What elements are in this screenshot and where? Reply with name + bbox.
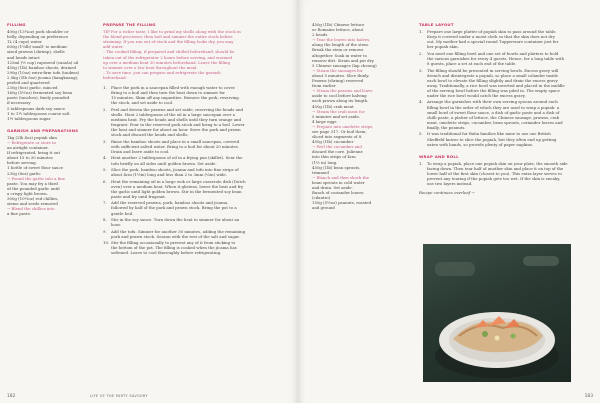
step-line: To wrap a popiah, place one popiah skin on your plate, the smooth side (427, 160, 568, 166)
step-text (427, 29, 558, 49)
garnish-line: 300g (10½oz) red chillies, (7, 196, 59, 201)
step-number: 6. (103, 178, 107, 184)
method-step (103, 240, 291, 255)
method-step (103, 139, 291, 154)
step-number: 8. (103, 217, 107, 223)
step-line: small bowl of sweet flour sauce, a dish of garlic paste and a dish of (427, 109, 560, 115)
method-step (103, 167, 291, 177)
garnish-line: → Steam the sausages for (312, 67, 363, 73)
step-text (111, 85, 239, 105)
garnish-line: 450g (1lb) bean sprouts, (312, 164, 361, 170)
right-page (298, 0, 600, 403)
step-text (111, 139, 239, 154)
step-number: 1. (103, 85, 107, 91)
page-number-left: 182 (7, 394, 16, 399)
step-line: oven) over a medium heat. When it glistens, lower the heat and fry (111, 183, 244, 189)
step-line: the heat and simmer for about an hour. Sieve the pork and prawn (111, 127, 241, 133)
step-line: eaten with hands, so provide plenty of paper napkins. (427, 141, 534, 147)
step-line: facing down. Then tear half of another skin and place it on top of the (427, 165, 564, 171)
step-line: Arrange the garnishes with their own serving spoons around each (427, 99, 558, 105)
step-text (111, 179, 246, 199)
ingredient-line: and heads intact (7, 54, 40, 60)
garnish-line: of the pounded garlic until (7, 185, 60, 191)
garnish-line: stems and seeds removed (7, 201, 58, 207)
step-line: It was traditional for Baba families like mine to use our British (427, 131, 551, 137)
tip-line: taken out of the refrigerator 2 hours before serving, and warmed (103, 54, 232, 60)
garnish-line: 150g (5½oz) peanuts, roasted (312, 200, 372, 206)
garnish-line: a crispy light brown. (7, 190, 48, 196)
step-number: 3. (419, 67, 423, 73)
garnish-line: 2 heads (312, 32, 328, 38)
garnish-line: an airtight container. (7, 145, 49, 151)
ingredient-line: 1½ tablespoons sugar (7, 115, 51, 121)
ingredient-line: 160g (5½oz) fermented soy bean (7, 90, 73, 96)
step-text (111, 229, 245, 239)
garnish-line: 1 bottle of sweet flour sauce (7, 165, 64, 171)
step-line: pork and prawn stock. Season with the rest of the salt and sugar. (111, 233, 240, 239)
tip-line: – The cooked filling, if prepared and chilled beforehand, should be (103, 49, 235, 55)
step-line: gentle boil. (111, 210, 134, 216)
step-text (427, 131, 556, 146)
step-line: chilli paste, a platter of lettuce, the Chinese sausage, prawns, crab (427, 114, 560, 120)
left-page (0, 0, 298, 403)
step-line: of the serving bowl before the filling was piled in. The empty space (427, 87, 560, 93)
step-line: her popiah skin. (427, 44, 459, 50)
garnish-line: discard the core. Julienne (312, 149, 363, 155)
tip-line: TIP For a richer taste, I like to grind my shells along with the stock in (103, 29, 241, 35)
garnish-line: If refrigerated, bring it out (7, 150, 61, 156)
ingredient-line: 125ml (½ cup) rapeseed (canola) oil (7, 59, 79, 65)
ingredient-line: 600g (1¼lb) small- to medium- (7, 44, 68, 50)
step-line: followed by half of the pork and prawn stock. Bring the pot to a (111, 205, 237, 211)
step-line: softened. Leave to cool thoroughly before refrigerating. (111, 250, 222, 256)
tip-line: add water. (103, 44, 124, 50)
step-line: Stir the filling occasionally to prevent any of it from sticking to (111, 240, 236, 246)
step-line: Drain and leave aside to cool. (111, 148, 170, 154)
garnish-line: aside to cool before halving (312, 93, 367, 99)
step-line: 15 minutes. Skim off any impurities. Remove the pork, reserving (111, 95, 239, 101)
garnish-line: remove dirt. Strain and pat dry. (312, 57, 375, 63)
method-step (419, 161, 595, 186)
ingredients-list (7, 29, 107, 121)
garnish-line: about 15 to 30 minutes (7, 155, 53, 161)
step-number: 9. (103, 228, 107, 234)
recipe-continues-note: Recipe continues overleaf → (419, 190, 475, 196)
method-heading: PREPARE THE FILLING (103, 22, 156, 27)
ingredients-column (7, 22, 107, 216)
running-head: LIFE OF THE PARTY SAVOURY (90, 394, 148, 398)
garnish-line: altogether. Soak in water to (312, 52, 367, 58)
step-text (427, 99, 563, 130)
step-text (111, 200, 237, 215)
ingredient-line: paste (taucheo), finely pounded (7, 95, 70, 101)
garnish-line: → Prepare into omelette strips, (312, 123, 374, 129)
step-line: Heat another 2 tablespoons of oil in a frying pan (skillet). Sear the (111, 155, 243, 161)
garnish-continued-list (312, 22, 412, 210)
garnish-line: (cilantro) (312, 195, 331, 201)
step-line: medium heat. Fry the heads and shells until they turn orange and (111, 116, 242, 122)
garnish-line: → Steam the crab meat for (312, 108, 365, 114)
method-step (419, 131, 595, 146)
ingredient-line: sized prawns (shrimp), shells (7, 49, 65, 55)
garnish-line: or Romaine lettuce, about (312, 27, 364, 33)
tip-line: up over a medium heat 30 minutes beforehand. Leave the filling (103, 59, 230, 65)
method-step (419, 29, 595, 49)
garnish-line: → Refrigerate or store in (7, 139, 56, 145)
step-line: paste and fry until fragrant. (111, 193, 167, 199)
method-step (103, 107, 291, 138)
step-line: meat, omelette strips, cucumber, bean sprouts, coriander leaves and (427, 119, 563, 125)
step-line: Add the reserved prawns, pork, bamboo shoots and jicama, (111, 200, 229, 206)
step-line: finally, the peanuts. (427, 124, 466, 130)
step-line: the garlic until light golden brown. Stir in the fermented soy bean (111, 188, 242, 194)
step-line: prevent any tearing if the popiah gets too wet. If the skin is sneaky, (427, 176, 561, 182)
step-line: stock and discard the heads and shells. (111, 132, 189, 138)
ingredient-line: 230g (8oz) garlic, minced (7, 85, 58, 91)
step-line: the stock, and set aside to cool. (111, 100, 174, 106)
step-line: Add the tofu. Simmer for another 30 minutes, adding the remaining (111, 228, 246, 234)
ingredient-line: 290g (10oz) extra-firm tofu (taukwa) (7, 69, 80, 75)
step-line: away. Traditionally, a rice bowl was inverted and placed in the middle (427, 82, 565, 88)
step-line: Slice the pork, bamboo shoots, jicama and tofu into fine strips of (111, 167, 239, 172)
garnish-continued-column (312, 22, 412, 210)
method-step (103, 179, 291, 199)
step-text (111, 167, 239, 177)
ingredient-line: 400g (13¼oz) pork shoulder or (7, 29, 69, 35)
step-number: 5. (419, 131, 423, 137)
method-step (103, 200, 291, 215)
step-line: the various garnishes for every 4 guests. Hence, for a long table with (427, 55, 564, 61)
step-text (111, 240, 237, 255)
tip-line: to simmer over a low heat throughout the meal. (103, 64, 198, 70)
ingredient-line: 450g (1lb) bamboo shoots, drained (7, 64, 76, 70)
garnish-line: 5 minutes and set aside. (312, 113, 360, 119)
garnish-line: 4 large eggs (312, 118, 337, 124)
method-step (103, 155, 291, 165)
step-number: 7. (103, 200, 107, 206)
garnish-line: a fine paste. (7, 211, 32, 217)
step-number: 2. (419, 50, 423, 56)
garnish-line: 230g (8oz) garlic (7, 170, 41, 176)
ingredient-line: 2.5kg (5lb 8oz) jicama (bangkuang), (7, 74, 79, 80)
step-line: under the rice bowl would catch the excess gravy. (427, 93, 526, 98)
step-line: each bowl to elevate the filling slightly and drain the excess gravy (427, 77, 558, 83)
step-line: use two layers instead. (427, 181, 473, 187)
step-line: Heat the remaining oil in a large wok or large casserole dish (Dutch (111, 178, 246, 184)
method-step (419, 51, 595, 66)
step-line: shells. Heat 2 tablespoons of the oil in a large saucepan over a (111, 111, 235, 117)
step-line: about 4cm (1½in) long and less than 2 to 3mm (⅛in) wide. (111, 172, 227, 178)
garnish-line: (1½ in) long. (312, 159, 338, 165)
ingredients-heading: FILLING (7, 22, 26, 27)
step-number: 5. (103, 167, 107, 172)
step-line: The filling should be presented in serving bowls. Excess gravy will (427, 67, 559, 73)
step-number: 1. (419, 160, 423, 166)
garnish-list (7, 135, 107, 217)
step-number: 10. (103, 240, 110, 246)
step-line: Stir in the soy sauce. Turn down the heat to simmer for about an (111, 217, 240, 223)
method-step (419, 99, 595, 130)
garnish-line: into thin strips of 4cm (312, 154, 356, 160)
layout-column (419, 22, 595, 195)
garnish-line: about 5 minutes. Slice thinly. (312, 72, 370, 78)
tip-line: – To save time, you can prepare and refrigerate the garnish (103, 69, 221, 75)
ingredient-line: if necessary (7, 100, 31, 106)
method-steps (103, 85, 291, 255)
garnish-line: → Pound the garlic into a fine (7, 175, 66, 181)
step-line: You need one filling bowl and one set of bowls and platters to hold (427, 50, 559, 56)
garnish-line: → Peel the cucumber and (312, 144, 362, 150)
method-step (103, 85, 291, 105)
ingredient-line: 1L (4 cups) water (7, 39, 42, 45)
garnish-heading: GARNISH AND PREPARATIONS (7, 127, 79, 133)
garnish-line: 450g (1lb) crab meat (312, 103, 354, 109)
step-line: with sufficient salted water. Bring to a boil for about 20 minutes. (111, 143, 240, 149)
step-text (111, 107, 245, 138)
step-number: 4. (419, 99, 423, 105)
step-line: lower half of the first skin (closest to you). This extra layer serves to (427, 171, 562, 176)
method-step (419, 68, 595, 99)
method-step (103, 217, 291, 227)
step-line: fragrant. Pour in the reserved pork stock and bring to a boil. Lower (111, 122, 245, 128)
garnish-line: → Steam the prawns and leave (312, 88, 373, 94)
garnish-line: sliced into segments of 8. (312, 134, 363, 140)
wrap-steps (419, 161, 595, 186)
garnish-line: before serving. (7, 160, 37, 166)
garnish-line: 450g (1lb) Chinese lettuce (312, 22, 365, 27)
step-text (427, 161, 568, 186)
step-text (427, 68, 565, 99)
step-number: 3. (103, 138, 107, 144)
ingredient-line: 1 to 1½ tablespoons coarse salt (7, 110, 70, 116)
step-line: Prepare one large platter of popiah skin to pass around the table. (427, 29, 557, 35)
garnish-line: 1kg (2lb 4oz) popiah skin (7, 134, 57, 140)
step-line: Bring to a boil and then turn the heat down to simmer for (111, 90, 226, 96)
wrap-heading: WRAP AND ROLL (419, 153, 459, 159)
garnish-line: and drain. Set aside. (312, 185, 353, 190)
step-line: tofu briefly on all sides until golden brown. Set aside. (111, 160, 217, 166)
garnish-line: 5 Chinese sausages (lap cheong) (312, 62, 377, 68)
garnish-line: and ground (312, 205, 335, 211)
garnish-line: each prawn along its length. (312, 98, 369, 104)
step-line: 8 guests, place a set at each end of the table. (427, 61, 517, 67)
garnish-line: trimmed (312, 169, 329, 175)
garnish-line: paste. You may fry a third (7, 180, 58, 186)
popiah-photo (423, 244, 571, 382)
garnish-line: 450g (1lb) cucumber (312, 139, 354, 145)
step-number: 1. (419, 29, 423, 35)
table-layout-steps (419, 29, 595, 147)
step-number: 2. (103, 106, 107, 112)
step-line: out. My mother had a special round Tupperware container just for (427, 39, 559, 45)
step-line: Sheffield knives to slice the popiah, but they often end up getting (427, 136, 557, 142)
page-number-right: 183 (584, 394, 593, 399)
step-number: 4. (103, 155, 107, 161)
garnish-line: Break the stem or remove (312, 47, 364, 53)
tip-line: the blend processor, then boil and simmer the entire stock before (103, 34, 233, 40)
step-line: Keep it covered under a moist cloth so that the skin does not dry (427, 34, 555, 40)
tip-line: straining. If you run out of stock and the filling looks dry, you may (103, 39, 234, 45)
garnish-line: see page 317. Or boil them, (312, 128, 367, 134)
method-column (103, 22, 291, 257)
garnish-line: Prawns (shrimp) reserved (312, 78, 364, 84)
popiah-illustration (423, 244, 571, 382)
step-line: filling bowl in the order of which they are used to wrap a popiah: a (427, 104, 560, 110)
step-line: hour. (111, 222, 122, 228)
garnish-line: bean sprouts in cold water (312, 179, 365, 185)
garnish-line: from earlier (312, 83, 336, 89)
ingredient-line: peeled and quartered (7, 80, 50, 86)
step-line: Rinse the bamboo shoots and place in a small saucepan, covered (111, 138, 240, 144)
tip-line: beforehand. (103, 74, 127, 80)
garnish-line: → Tear the leaves into halves, (312, 37, 371, 43)
ingredient-line: belly, depending on preference (7, 34, 69, 40)
ingredient-line: 5 tablespoons dark soy sauce (7, 105, 65, 111)
garnish-line: → Blend the chillies into (7, 206, 55, 212)
tips-block (103, 29, 291, 80)
table-layout-heading: TABLE LAYOUT (419, 22, 454, 27)
step-line: drench and disintegrate a popiah, so place a small colander inside (427, 72, 559, 78)
garnish-line: along the length of the stem. (312, 42, 370, 48)
garnish-line: Bunch of coriander leaves (312, 190, 364, 196)
step-line: Place the pork in a saucepan filled with enough water to cover. (111, 85, 236, 91)
step-text (111, 217, 239, 227)
step-line: Peel and devein the prawns and set aside, reserving the heads and (111, 106, 243, 112)
step-line: the bottom of the pot. The filling is cooked when the jicama has (111, 245, 237, 251)
garnish-line: → Blanch and then shock the (312, 174, 370, 180)
step-text (111, 155, 242, 165)
method-step (103, 229, 291, 239)
step-text (427, 51, 564, 66)
